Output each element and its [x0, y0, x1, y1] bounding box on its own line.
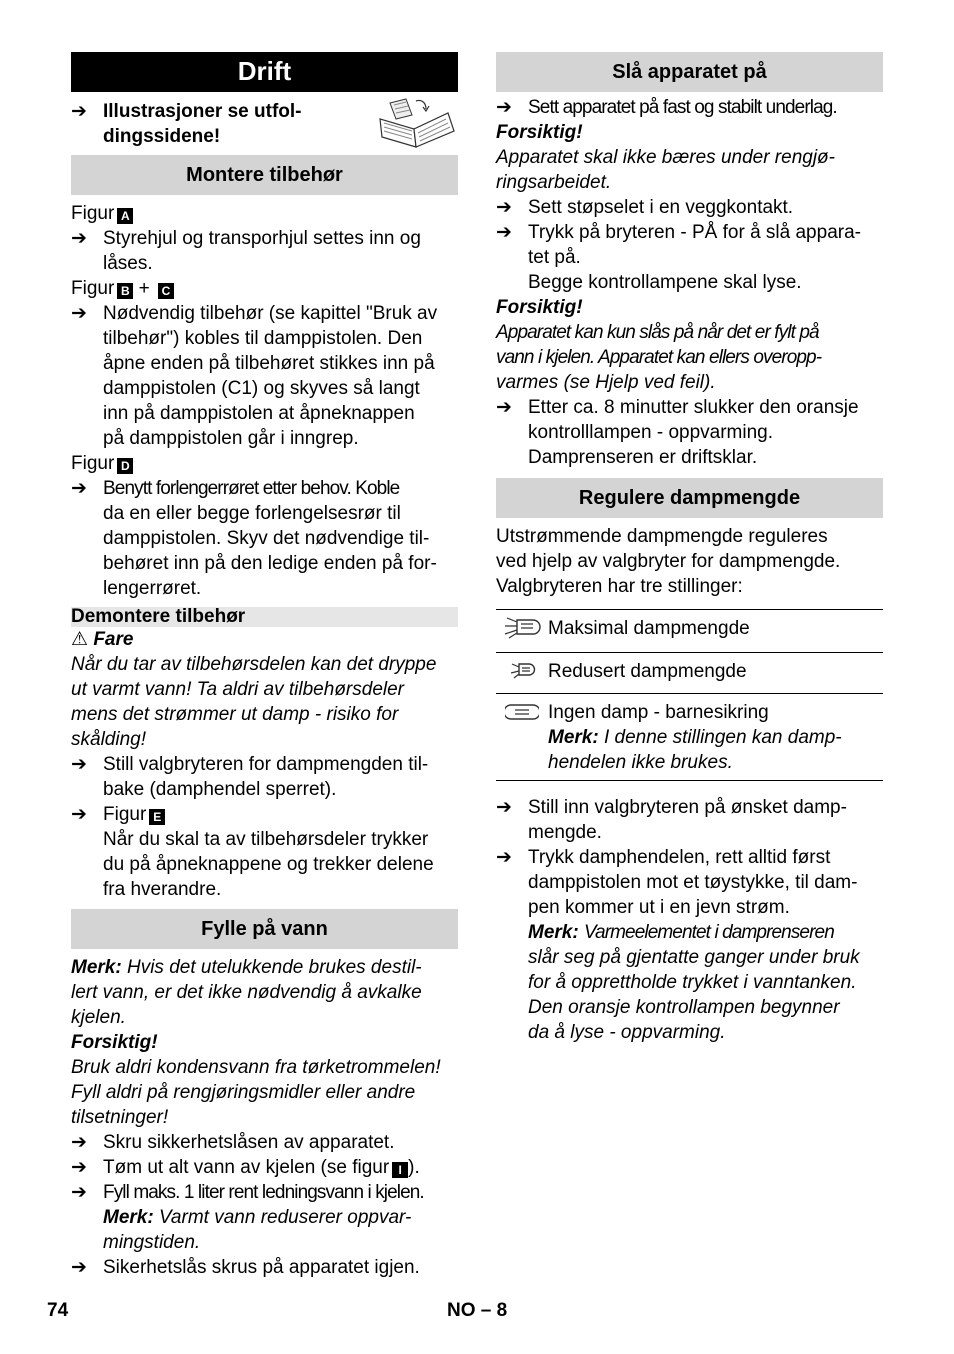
caution-line: Fyll aldri på rengjøringsmidler eller andre — [71, 1082, 416, 1103]
table-cell: Redusert dampmengde — [548, 653, 883, 694]
step-line: da en eller begge forlengelsesrør til — [103, 503, 401, 524]
step — [496, 795, 883, 845]
caution-title: Forsiktig! — [496, 122, 583, 143]
arrow-icon: ➔ — [71, 303, 87, 324]
step-line: Sett støpselet i en veggkontakt. — [528, 197, 794, 218]
step-note: Damprenseren er driftsklar. — [528, 447, 758, 468]
merk-line: da å lyse - oppvarming. — [528, 1022, 726, 1043]
caution-text — [71, 1055, 458, 1130]
step-line: inn på damppistolen at åpneknappen — [103, 403, 415, 424]
step-line: damppistolen (C1) og skyves så langt — [103, 378, 420, 399]
caution-line: varmes (se Hjelp ved feil). — [496, 372, 716, 393]
step-line: Still valgbryteren for dampmengden til- — [103, 754, 429, 775]
step — [71, 1130, 458, 1155]
step-note: Begge kontrollampene skal lyse. — [528, 272, 802, 293]
arrow-icon: ➔ — [496, 197, 512, 218]
figure-ref-bc — [71, 276, 458, 301]
merk-note — [71, 955, 458, 1030]
caution-line: Apparatet kan kun slås på når det er fylt på — [496, 322, 819, 343]
steam-settings-table — [496, 609, 883, 781]
step — [71, 301, 458, 451]
intro-line: Valgbryteren har tre stillinger: — [496, 576, 743, 597]
figure-badge-d: D — [117, 458, 133, 474]
warning-line: Når du tar av tilbehørsdelen kan det dryppe — [71, 654, 437, 675]
left-column — [71, 52, 458, 1280]
step-line: Styrehjul og transporhjul settes inn og — [103, 228, 421, 249]
step-line: Nødvendig tilbehør (se kapittel "Bruk av — [103, 303, 438, 324]
warning-title: Fare — [93, 629, 134, 650]
max-steam-icon — [496, 610, 548, 653]
merk-line: slår seg på gjentatte ganger under bruk — [528, 947, 860, 968]
step-line: på damppistolen går i inngrep. — [103, 428, 359, 449]
arrow-icon: ➔ — [71, 101, 87, 122]
step-line: Trykk på bryteren - PÅ for å slå appara- — [528, 222, 861, 243]
step-line: kontrolllampen - oppvarming. — [528, 422, 774, 443]
merk-line: Varmt vann reduserer oppvar- — [158, 1207, 412, 1228]
step — [71, 1255, 458, 1280]
page-number: 74 — [47, 1300, 69, 1321]
caution-title: Forsiktig! — [496, 297, 583, 318]
figure-badge-c: C — [158, 283, 174, 299]
figure-label: Figur — [71, 203, 115, 224]
figure-ref-d — [71, 451, 458, 476]
merk-label: Merk: — [528, 922, 579, 943]
merk-line: Den oransje kontrollampen begynner — [528, 997, 840, 1018]
step — [496, 395, 883, 470]
step-line: damppistolen. Skyv det nødvendige til- — [103, 528, 430, 549]
regulere-intro — [496, 524, 883, 599]
arrow-icon: ➔ — [71, 1182, 87, 1203]
arrow-icon: ➔ — [71, 228, 87, 249]
table-row — [496, 653, 883, 694]
intro-line: Utstrømmende dampmengde reguleres — [496, 526, 828, 547]
step-line: lengerrøret. — [103, 578, 202, 599]
caution-text — [496, 145, 883, 195]
arrow-icon: ➔ — [496, 222, 512, 243]
step-line: åpne enden på tilbehøret stikkes inn på — [103, 353, 435, 374]
step — [71, 476, 458, 601]
step-line: Fyll maks. 1 liter rent ledningsvann i kjelen. — [103, 1182, 424, 1203]
step-line: Sett apparatet på fast og stabilt underlag. — [528, 97, 837, 118]
step-line: tilbehør") kobles til damppistolen. Den — [103, 328, 423, 349]
figure-badge-a: A — [117, 208, 133, 224]
reduced-steam-icon — [496, 653, 548, 694]
step-line: pen kommer ut i en jevn strøm. — [528, 897, 790, 918]
warning-line: skålding! — [71, 729, 146, 750]
warning-text — [71, 652, 458, 752]
no-steam-icon — [496, 694, 548, 781]
intro-line: ved hjelp av valgbryter for dampmengde. — [496, 551, 841, 572]
step-line: Still inn valgbryteren på ønsket damp- — [528, 797, 847, 818]
step — [71, 802, 458, 902]
step-line-end: ). — [408, 1157, 420, 1178]
arrow-icon: ➔ — [71, 1257, 87, 1278]
merk-label: Merk: — [71, 957, 122, 978]
table-cell: Maksimal dampmengde — [548, 610, 883, 653]
step — [71, 1180, 458, 1255]
step — [496, 95, 883, 120]
step-line: mengde. — [528, 822, 602, 843]
merk-line: I denne stillingen kan damp- — [603, 727, 842, 748]
step-line: Skru sikkerhetslåsen av apparatet. — [103, 1132, 395, 1153]
figure-badge-i: I — [392, 1162, 408, 1178]
merk-line: hendelen ikke brukes. — [548, 752, 733, 773]
heading-demontere: Demontere tilbehør — [71, 607, 458, 627]
heading-regulere: Regulere dampmengde — [496, 478, 883, 518]
warning-label — [71, 627, 458, 652]
figure-ref-a — [71, 201, 458, 226]
merk-line: mingstiden. — [103, 1232, 201, 1253]
intro-line: dingssidene! — [103, 126, 221, 147]
step-line: Sikerhetslås skrus på apparatet igjen. — [103, 1257, 420, 1278]
table-row — [496, 694, 883, 781]
figure-badge-e: E — [149, 809, 165, 825]
heading-fylle: Fylle på vann — [71, 909, 458, 949]
page-code: NO – 8 — [447, 1300, 508, 1321]
heading-montere: Montere tilbehør — [71, 155, 458, 195]
arrow-icon: ➔ — [71, 754, 87, 775]
step-line: låses. — [103, 253, 153, 274]
heading-sla: Slå apparatet på — [496, 52, 883, 92]
step — [496, 195, 883, 220]
caution-line: Apparatet skal ikke bæres under rengjø- — [496, 147, 835, 168]
arrow-icon: ➔ — [496, 97, 512, 118]
step — [71, 1155, 458, 1180]
merk-line: lert vann, er det ikke nødvendig å avkalke — [71, 982, 422, 1003]
intro-note — [71, 95, 458, 151]
row-label: Ingen damp - barnesikring — [548, 702, 769, 723]
arrow-icon: ➔ — [71, 804, 87, 825]
merk-line: Hvis det utelukkende brukes destil- — [126, 957, 422, 978]
arrow-icon: ➔ — [71, 1132, 87, 1153]
figure-badge-b: B — [117, 283, 133, 299]
caution-line: tilsetninger! — [71, 1107, 169, 1128]
step-line: bake (damphendel sperret). — [103, 779, 337, 800]
right-column — [496, 52, 883, 1045]
table-row — [496, 610, 883, 653]
step — [496, 220, 883, 295]
step — [71, 752, 458, 802]
merk-label: Merk: — [103, 1207, 154, 1228]
merk-line: kjelen. — [71, 1007, 126, 1028]
step-line: Trykk damphendelen, rett alltid først — [528, 847, 831, 868]
warning-triangle-icon: ⚠ — [71, 629, 89, 650]
step-line: tet på. — [528, 247, 581, 268]
step-line: du på åpneknappene og trekker delene — [103, 854, 434, 875]
caution-title: Forsiktig! — [71, 1032, 158, 1053]
merk-line: Varmeelementet i damprenseren — [583, 922, 834, 943]
figure-label: Figur — [103, 804, 147, 825]
step-line: behøret inn på den ledige enden på for- — [103, 553, 437, 574]
step-line: fra hverandre. — [103, 879, 222, 900]
figure-label: Figur — [71, 453, 115, 474]
step-line: damppistolen mot et tøystykke, til dam- — [528, 872, 858, 893]
merk-label: Merk: — [548, 727, 599, 748]
caution-text — [496, 320, 883, 395]
table-cell — [548, 694, 883, 781]
step-line: Tøm ut alt vann av kjelen (se figur — [103, 1157, 390, 1178]
figure-label: Figur — [71, 278, 115, 299]
open-book-icon — [376, 97, 458, 149]
caution-line: vann i kjelen. Apparatet kan ellers overopp- — [496, 347, 822, 368]
arrow-icon: ➔ — [71, 1157, 87, 1178]
arrow-icon: ➔ — [71, 478, 87, 499]
plus-sign: + — [138, 278, 150, 299]
arrow-icon: ➔ — [496, 397, 512, 418]
step-line: Etter ca. 8 minutter slukker den oransje — [528, 397, 859, 418]
section-title-drift: Drift — [71, 52, 458, 92]
step — [71, 226, 458, 276]
arrow-icon: ➔ — [496, 847, 512, 868]
caution-line: ringsarbeidet. — [496, 172, 612, 193]
intro-line: Illustrasjoner se utfol- — [103, 101, 302, 122]
step-line: Benytt forlengerrøret etter behov. Koble — [103, 478, 400, 499]
step-line: Når du skal ta av tilbehørsdeler trykker — [103, 829, 429, 850]
arrow-icon: ➔ — [496, 797, 512, 818]
warning-line: mens det strømmer ut damp - risiko for — [71, 704, 399, 725]
caution-line: Bruk aldri kondensvann fra tørketrommelen! — [71, 1057, 441, 1078]
step — [496, 845, 883, 1045]
merk-line: for å opprettholde trykket i vanntanken. — [528, 972, 857, 993]
warning-line: ut varmt vann! Ta aldri av tilbehørsdeler — [71, 679, 405, 700]
